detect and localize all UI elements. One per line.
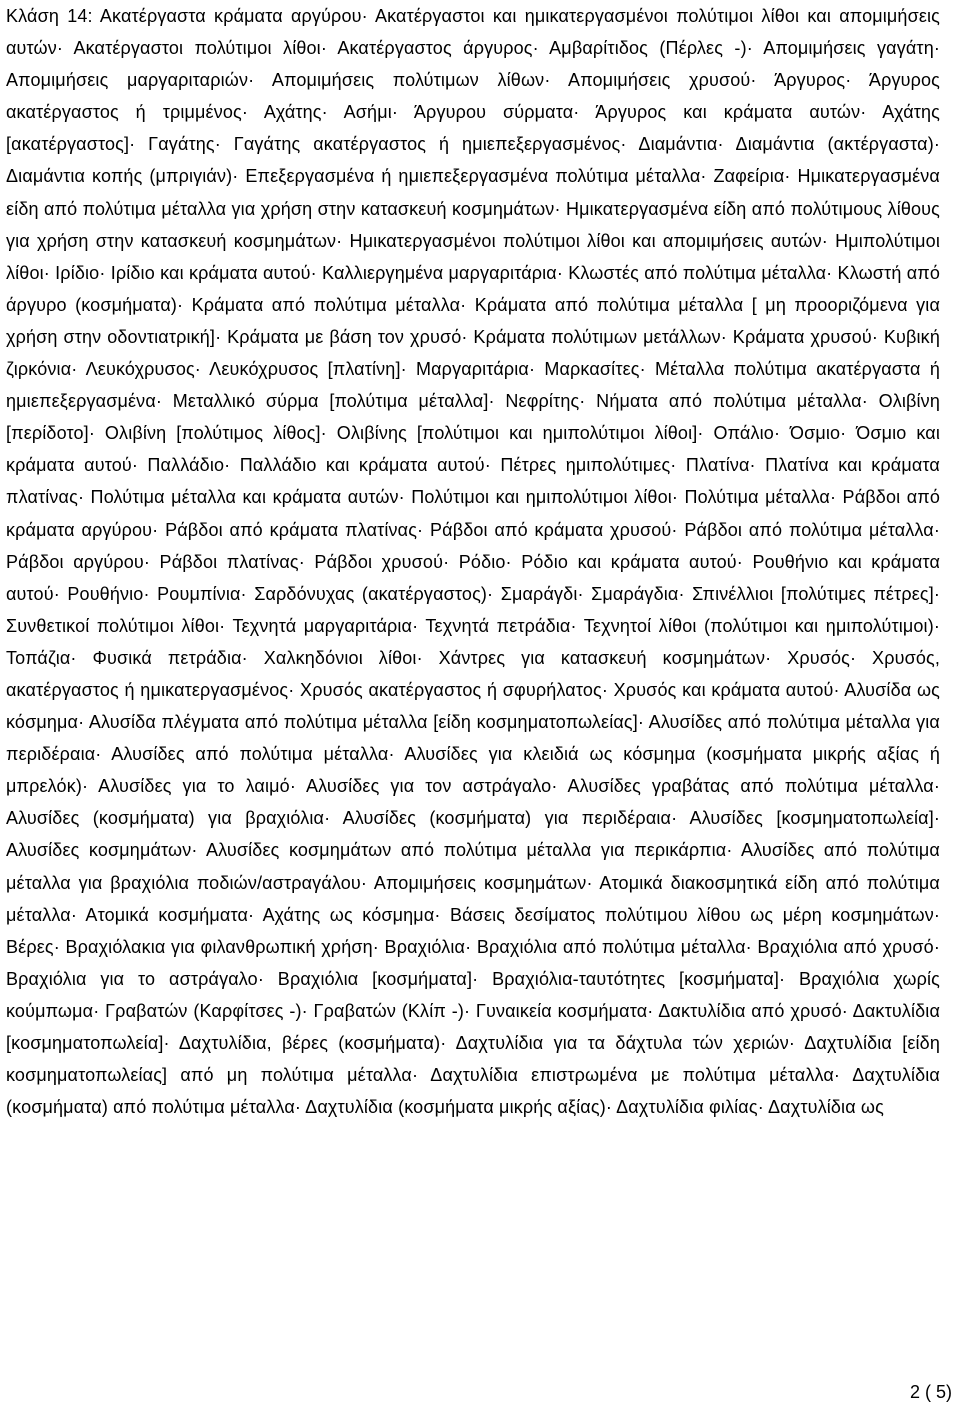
page-number: 2 ( 5) <box>909 1382 952 1402</box>
class-14-goods-list: Κλάση 14: Ακατέργαστα κράματα αργύρου· Ακατέργαστοι και ημικατεργασμένοι πολύτιμοι λίθοι και απομιμήσεις αυτών· Ακατέργαστοι πολύτιμοι λίθοι· Ακατέργαστος άργυρος· Αμβαρίτιδος (Πέρλες -)· Απομιμήσεις γαγάτη· Απομιμήσεις μαργαριταριών· Απομιμήσεις πολύτιμων λίθων· Απομιμήσεις χρυσού· Άργυρος· Άργυρος ακατέργαστος ή τριμμένος· Αχάτης· Ασήμι· Άργυρου σύρματα· Άργυρος και κράματα αυτών· Αχάτης [ακατέργαστος]· Γαγάτης· Γαγάτης ακατέργαστος ή ημιεπεξεργασμένος· Διαμάντια· Διαμάντια (ακτέργαστα)· Διαμάντια κοπής (μπριγιάν)· Επεξεργασμένα ή ημιεπεξεργασμένα πολύτιμα μέταλλα· Ζαφείρια· Ημικατεργασμένα είδη από πολύτιμα μέταλλα για χρήση στην κατασκευή κοσμημάτων· Ημικατεργασμένα είδη από πολύτιμους λίθους για χρήση στην κατασκευή κοσμημάτων· Ημικατεργασμένοι πολύτιμοι λίθοι και απομιμήσεις αυτών· Ημιπολύτιμοι λίθοι· Ιρίδιο· Ιρίδιο και κράματα αυτού· Καλλιεργημένα μαργαριτάρια· Κλωστές από πολύτιμα μέταλλα· Κλωστή από άργυρο (κοσμήματα)· Κράματα από πολύτιμα μέταλλα· Κράματα από πολύτιμα μέταλλα [ μη προοριζόμενα για χρήση στην οδοντιατρική]· Κράματα με βάση τον χρυσό· Κράματα πολύτιμων μετάλλων· Κράματα χρυσού· Κυβική ζιρκόνια· Λευκόχρυσος· Λευκόχρυσος [πλατίνη]· Μαργαριτάρια· Μαρκασίτες· Μέταλλα πολύτιμα ακατέργαστα ή ημιεπεξεργασμένα· Μεταλλικό σύρμα [πολύτιμα μέταλλα]· Νεφρίτης· Νήματα από πολύτιμα μέταλλα· Ολιβίνη [περίδοτο]· Ολιβίνη [πολύτιμος λίθος]· Ολιβίνης [πολύτιμοι και ημιπολύτιμοι λίθοι]· Οπάλιο· Όσμιο· Όσμιο και κράματα αυτού· Παλλάδιο· Παλλάδιο και κράματα αυτού· Πέτρες ημιπολύτιμες· Πλατίνα· Πλατίνα και κράματα πλατίνας· Πολύτιμα μέταλλα και κράματα αυτών· Πολύτιμοι και ημιπολύτιμοι λίθοι· Πολύτιμα μέταλλα· Ράβδοι από κράματα αργύρου· Ράβδοι από κράματα πλατίνας· Ράβδοι από κράματα χρυσού· Ράβδοι από πολύτιμα μέταλλα· Ράβδοι αργύρου· Ράβδοι πλατίνας· Ράβδοι χρυσού· Ρόδιο· Ρόδιο και κράματα αυτού· Ρουθήνιο και κράματα αυτού· Ρουθήνιο· Ρουμπίνια· Σαρδόνυχας (ακατέργαστος)· Σμαράγδι· Σμαράγδια· Σπινέλλιοι [πολύτιμες πέτρες]· Συνθετικοί πολύτιμοι λίθοι· Τεχνητά μαργαριτάρια· Τεχνητά πετράδια· Τεχνητοί λίθοι (πολύτιμοι και ημιπολύτιμοι)· Τοπάζια· Φυσικά πετράδια· Χαλκηδόνιοι λίθοι· Χάντρες για κατασκευή κοσμημάτων· Χρυσός· Χρυσός, ακατέργαστος ή ημικατεργασμένος· Χρυσός ακατέργαστος ή σφυρήλατος· Χρυσός και κράματα αυτού· Αλυσίδα ως κόσμημα· Αλυσίδα πλέγματα από πολύτιμα μέταλλα [είδη κοσμηματοπωλείας]· Αλυσίδες από πολύτιμα μέταλλα για περιδέραια· Αλυσίδες από πολύτιμα μέταλλα· Αλυσίδες για κλειδιά ως κόσμημα (κοσμήματα μικρής αξίας ή μπρελόκ)· Αλυσίδες για το λαιμό· Αλυσίδες για τον αστράγαλο· Αλυσίδες γραβάτας από πολύτιμα μέταλλα· Αλυσίδες (κοσμήματα) για βραχιόλια· Αλυσίδες (κοσμήματα) για περιδέραια· Αλυσίδες [κοσμηματοπωλεία]· Αλυσίδες κοσμημάτων· Αλυσίδες κοσμημάτων από πολύτιμα μέταλλα για περικάρπια· Αλυσίδες από πολύτιμα μέταλλα για βραχιόλια ποδιών/αστραγάλου· Απομιμήσεις κοσμημάτων· Ατομικά διακοσμητικά είδη από πολύτιμα μέταλλα· Ατομικά κοσμήματα· Αχάτης ως κόσμημα· Βάσεις δεσίματος πολύτιμου λίθου ως μέρη κοσμημάτων· Βέρες· Βραχιόλακια για φιλανθρωπική χρήση· Βραχιόλια· Βραχιόλια από πολύτιμα μέταλλα· Βραχιόλια από χρυσό· Βραχιόλια για το αστράγαλο· Βραχιόλια [κοσμήματα]· Βραχιόλια-ταυτότητες [κοσμήματα]· Βραχιόλια χωρίς κούμπωμα· Γραβατών (Καρφίτσες -)· Γραβατών (Κλίπ -)· Γυναικεία κοσμήματα· Δακτυλίδια από χρυσό· Δακτυλίδια [κοσμηματοπωλεία]· Δαχτυλίδια, βέρες (κοσμήματα)· Δαχτυλίδια για τα δάχτυλα τών χεριών· Δαχτυλίδια [είδη κοσμηματοπωλείας] από μη πολύτιμα μέταλλα· Δαχτυλίδια επιστρωμένα με πολύτιμα μέταλλα· Δαχτυλίδια (κοσμήματα) από πολύτιμα μέταλλα· Δαχτυλίδια (κοσμήματα μικρής αξίας)· Δαχτυλίδια φιλίας· Δαχτυλίδια ως <box>6 6 940 1118</box>
